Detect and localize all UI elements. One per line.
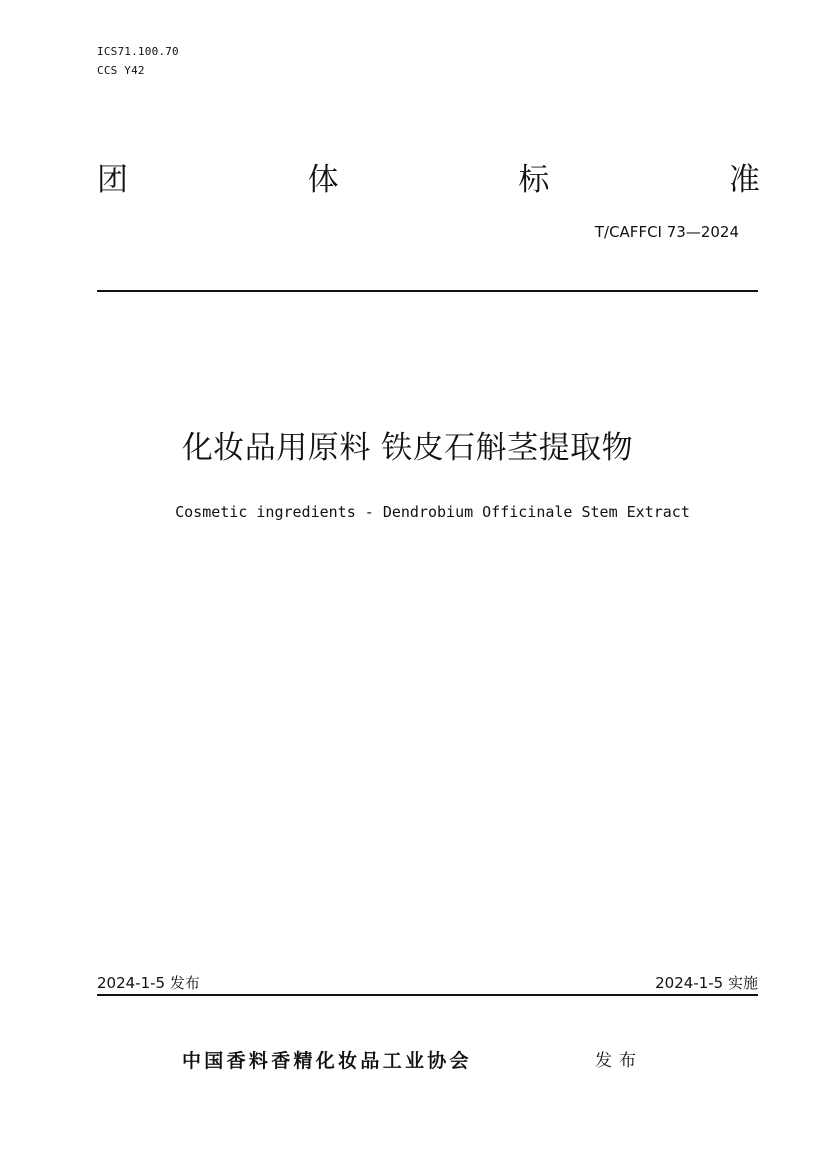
ics-code: ICS71.100.70 xyxy=(97,45,179,58)
standard-type-char: 准 xyxy=(728,162,760,198)
implementation-date: 2024-1-5 实施 xyxy=(655,974,758,992)
standard-type xyxy=(97,160,760,200)
footer-divider xyxy=(97,994,758,996)
classification-codes xyxy=(97,42,179,80)
standard-number: T/CAFFCI 73—2024 xyxy=(594,223,739,241)
standard-type-char: 体 xyxy=(307,162,339,198)
header-divider xyxy=(97,290,758,292)
standard-type-char: 标 xyxy=(518,162,550,198)
document-title-chinese: 化妆品用原料 铁皮石斛茎提取物 xyxy=(181,430,634,466)
issue-date: 2024-1-5 发布 xyxy=(97,974,200,992)
publisher-name: 中国香料香精化妆品工业协会 xyxy=(182,1050,472,1072)
publish-label: 发布 xyxy=(595,1051,643,1071)
standard-type-char: 团 xyxy=(97,162,128,198)
ccs-code: CCS Y42 xyxy=(97,64,145,77)
document-title-english: Cosmetic ingredients - Dendrobium Officinale Stem Extract xyxy=(175,503,690,521)
